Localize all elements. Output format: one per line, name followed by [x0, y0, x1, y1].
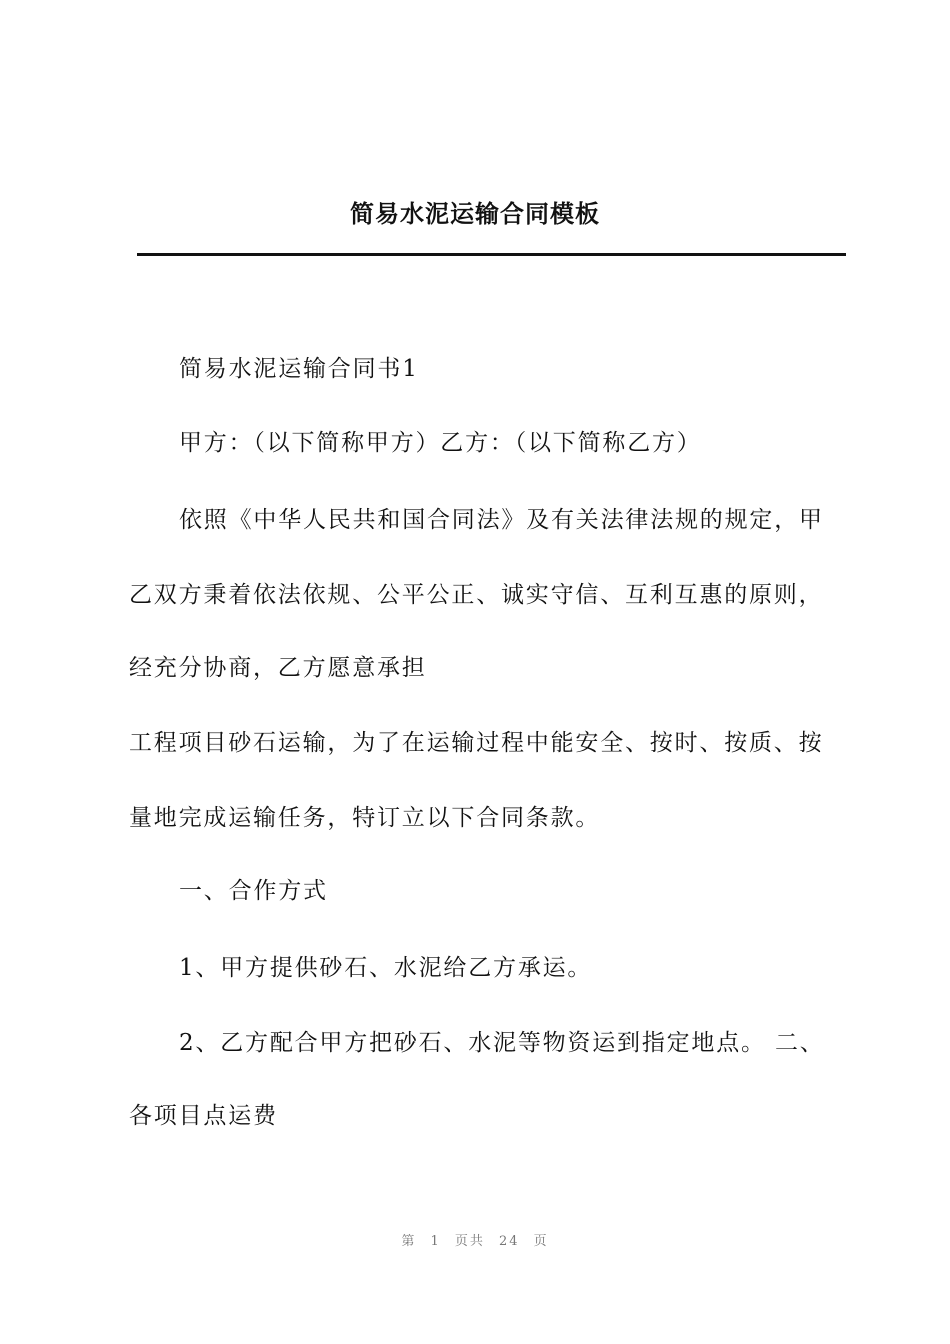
page-number: 第 1 页共 24 页: [401, 1234, 549, 1249]
paragraph-line: 工程项目砂石运输，为了在运输过程中能安全、按时、按质、按: [129, 730, 824, 756]
section-heading: 各项目点运费: [129, 1103, 278, 1129]
parties-line: 甲方：（以下简称甲方）乙方：（以下简称乙方）: [179, 430, 702, 456]
section-heading: 一、合作方式: [179, 878, 328, 904]
paragraph-line: 量地完成运输任务，特订立以下合同条款。: [129, 805, 601, 831]
clause-item: 2、乙方配合甲方把砂石、水泥等物资运到指定地点。 二、: [179, 1030, 825, 1056]
clause-item: 1、甲方提供砂石、水泥给乙方承运。: [179, 955, 593, 981]
contract-heading: 简易水泥运输合同书1: [179, 356, 419, 382]
title-underline: [137, 253, 846, 256]
paragraph-line: 依照《中华人民共和国合同法》及有关法律法规的规定，甲: [179, 507, 824, 533]
paragraph-line: 乙双方秉着依法依规、公平公正、诚实守信、互利互惠的原则，: [129, 582, 824, 608]
document-title: 简易水泥运输合同模板: [350, 200, 600, 228]
paragraph-line: 经充分协商，乙方愿意承担: [129, 655, 427, 681]
